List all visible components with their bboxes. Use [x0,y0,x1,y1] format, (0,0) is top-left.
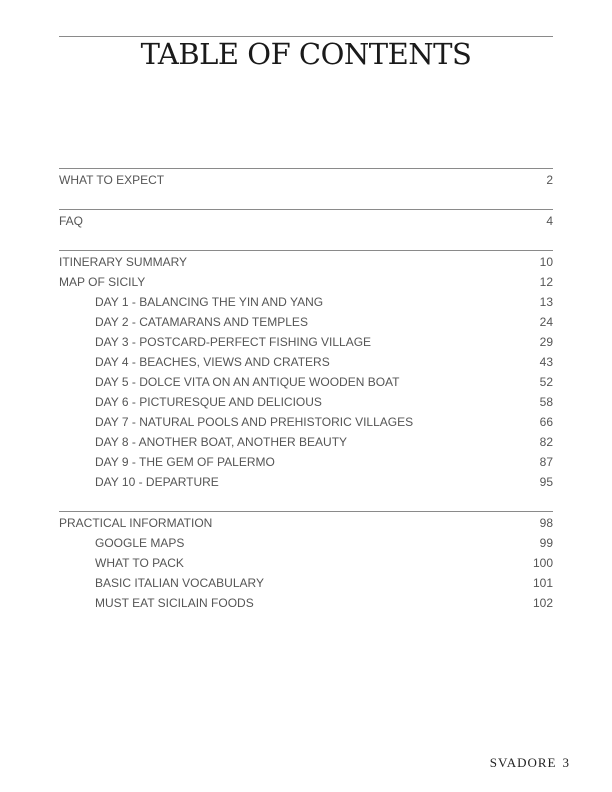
toc-entry-label: ITINERARY SUMMARY [59,255,188,269]
toc-entry-page: 4 [546,214,553,228]
toc-section [59,250,553,492]
toc-subentry[interactable] [59,533,553,553]
toc-entry-label: DAY 2 - CATAMARANS AND TEMPLES [95,315,308,329]
toc-subentry[interactable] [59,593,553,613]
toc-entry-label: DAY 1 - BALANCING THE YIN AND YANG [95,295,324,309]
toc-entry-page: 102 [532,596,553,610]
toc-subentry[interactable] [59,292,553,312]
toc-entry-label: DAY 6 - PICTURESQUE AND DELICIOUS [95,395,322,409]
toc-subentry[interactable] [59,412,553,432]
toc-entry-page: 95 [539,475,553,489]
toc-entry-label: DAY 7 - NATURAL POOLS AND PREHISTORIC VILLAGES [95,415,414,429]
toc-entry-page: 29 [539,335,553,349]
toc-entry[interactable] [59,211,553,231]
toc-entry-page: 101 [532,576,553,590]
toc-subentry[interactable] [59,372,553,392]
toc-subentry[interactable] [59,432,553,452]
toc-entry-page: 87 [539,455,553,469]
toc-entry-label: DAY 5 - DOLCE VITA ON AN ANTIQUE WOODEN BOAT [95,375,400,389]
toc-entry-label: DAY 9 - THE GEM OF PALERMO [95,455,275,469]
toc-entry-label: DAY 3 - POSTCARD-PERFECT FISHING VILLAGE [95,335,372,349]
toc-entry-page: 98 [539,516,553,530]
toc-entry[interactable] [59,170,553,190]
toc-entry-label: MUST EAT SICILAIN FOODS [95,596,254,610]
toc-entry[interactable] [59,513,553,533]
toc-entry-label: DAY 8 - ANOTHER BOAT, ANOTHER BEAUTY [95,435,348,449]
toc-entry-label: PRACTICAL INFORMATION [59,516,213,530]
toc-entry-page: 58 [539,395,553,409]
page-footer [490,755,569,771]
toc-entry-page: 52 [539,375,553,389]
toc-entry-page: 66 [539,415,553,429]
toc-subentry[interactable] [59,352,553,372]
footer-brand: SVADORE [489,755,557,770]
toc-entry-page: 100 [532,556,553,570]
toc-subentry[interactable] [59,553,553,573]
toc-entry[interactable] [59,252,553,272]
toc-entry-page: 43 [539,355,553,369]
toc-entry-page: 12 [539,275,553,289]
toc-entry-label: WHAT TO PACK [95,556,184,570]
toc-section [59,209,553,231]
toc-subentry[interactable] [59,452,553,472]
toc-section [59,168,553,190]
toc-entry-page: 24 [539,315,553,329]
footer-page-number: 3 [562,755,569,770]
toc-entry-label: GOOGLE MAPS [95,536,185,550]
toc-entry-label: WHAT TO EXPECT [59,173,165,187]
toc-entry-page: 10 [539,255,553,269]
toc-subentry[interactable] [59,573,553,593]
page-title: TABLE OF CONTENTS [140,37,472,71]
toc-entry[interactable] [59,272,553,292]
toc-entry-label: DAY 4 - BEACHES, VIEWS AND CRATERS [95,355,330,369]
toc-subentry[interactable] [59,392,553,412]
toc-section [59,511,553,613]
table-of-contents [59,168,553,632]
toc-entry-page: 99 [539,536,553,550]
toc-entry-label: DAY 10 - DEPARTURE [95,475,219,489]
toc-entry-label: MAP OF SICILY [59,275,146,289]
toc-entry-page: 2 [546,173,553,187]
toc-subentry[interactable] [59,472,553,492]
toc-entry-label: FAQ [59,214,84,228]
toc-entry-page: 82 [539,435,553,449]
toc-entry-label: BASIC ITALIAN VOCABULARY [95,576,264,590]
toc-subentry[interactable] [59,332,553,352]
toc-entry-page: 13 [539,295,553,309]
toc-subentry[interactable] [59,312,553,332]
